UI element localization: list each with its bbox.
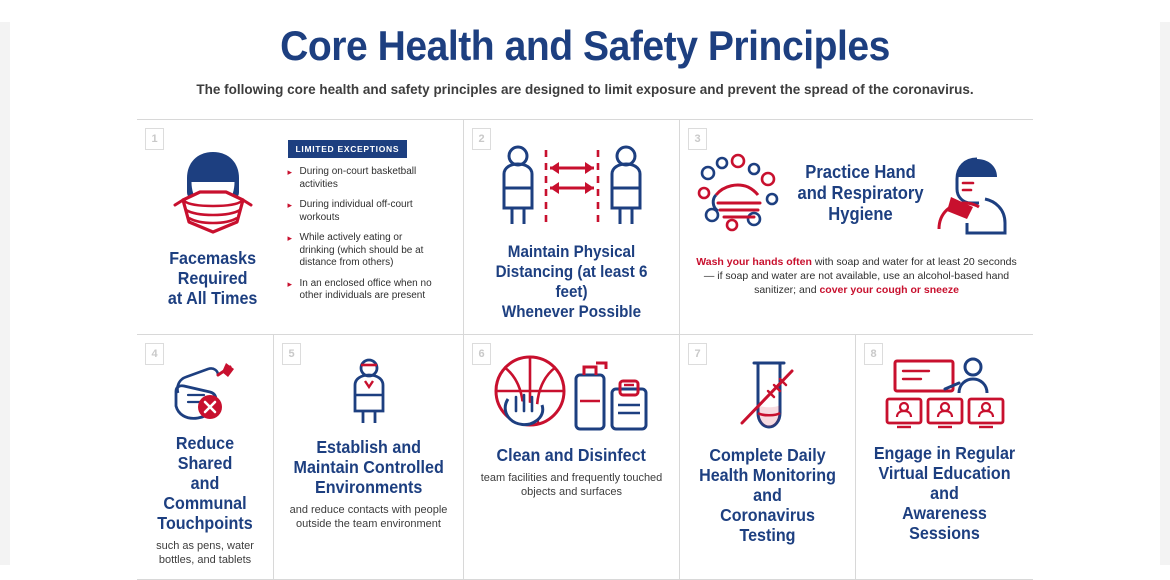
exception-item: ▸ During individual off-court workouts <box>288 199 438 224</box>
document-page <box>0 22 1170 565</box>
virtual-education-icon <box>877 357 1013 431</box>
page-subtitle: The following core health and safety principles are designed to limit exposure and prevent the spread of the coronavirus. <box>196 82 974 97</box>
card-heading-8: Engage in Regular Virtual Education and Awareness Sessions <box>873 443 1016 543</box>
exception-item: ▸ While actively eating or drinking (which should be at distance from others) <box>288 232 438 270</box>
card-heading-1: Facemasks Required at All Times <box>167 248 258 308</box>
hygiene-text-normal: with soap and water for at least 20 seconds — if soap and water are not available, use an alcohol-based hand sanitizer; and <box>703 255 1017 296</box>
card-subtext-4: such as pens, water bottles, and tablets <box>156 540 254 566</box>
card-subtext-5: and reduce contacts with people outside the team environment <box>289 504 448 530</box>
principles-row-2 <box>137 334 1033 580</box>
page-title: Core Health and Safety Principles <box>280 22 890 69</box>
page-left-margin <box>0 22 10 565</box>
card-number-7: 7 <box>688 343 707 365</box>
card-number-4: 4 <box>145 343 164 365</box>
clean-disinfect-icon <box>488 355 656 433</box>
card-number-8: 8 <box>864 343 883 365</box>
card-number-1: 1 <box>145 128 164 150</box>
two-people-distance-icon <box>496 144 648 230</box>
card-heading-5: Establish and Maintain Controlled Environments <box>293 437 444 497</box>
principle-card-3 <box>679 120 1033 334</box>
card-number-3: 3 <box>688 128 707 150</box>
principle-card-6 <box>463 335 679 579</box>
hygiene-text-emphasis-1: Wash your hands often <box>696 255 812 268</box>
test-tube-thermometer-icon <box>732 357 804 433</box>
page-right-margin <box>1160 22 1170 565</box>
card-heading-3: Practice Hand and Respiratory Hygiene <box>797 162 924 225</box>
person-controlled-environment-icon <box>339 357 399 427</box>
card-subtext-6: team facilities and frequently touched objects and surfaces <box>480 472 663 498</box>
principles-row-1 <box>137 119 1033 334</box>
card-heading-6: Clean and Disinfect <box>496 445 647 465</box>
masked-face-icon <box>170 148 256 238</box>
principle-card-4 <box>137 335 273 579</box>
no-sharing-hand-icon <box>166 361 244 423</box>
exception-item: ▸ During on-court basketball activities <box>288 166 438 191</box>
hygiene-text-emphasis-2: cover your cough or sneeze <box>819 283 959 296</box>
principle-card-2 <box>463 120 679 334</box>
card-number-2: 2 <box>472 128 491 150</box>
limited-exceptions-badge: LIMITED EXCEPTIONS <box>288 140 408 158</box>
exception-item: ▸ In an enclosed office when no other individuals are present <box>288 278 438 303</box>
card-number-5: 5 <box>282 343 301 365</box>
card-heading-7: Complete Daily Health Monitoring and Coronavirus Testing <box>699 445 836 545</box>
principles-grid <box>137 119 1033 580</box>
principle-card-8 <box>855 335 1033 579</box>
principle-card-5 <box>273 335 463 579</box>
card-heading-4: Reduce Shared and Communal Touchpoints <box>157 433 253 533</box>
principle-card-7 <box>679 335 855 579</box>
card-heading-2: Maintain Physical Distancing (at least 6 feet) Whenever Possible <box>495 243 648 321</box>
card-number-6: 6 <box>472 343 491 365</box>
exceptions-list <box>288 166 438 311</box>
cough-into-elbow-icon <box>933 153 1021 235</box>
handwashing-icon <box>692 153 788 235</box>
hygiene-body-text <box>688 255 1025 297</box>
principle-card-1 <box>137 120 463 334</box>
